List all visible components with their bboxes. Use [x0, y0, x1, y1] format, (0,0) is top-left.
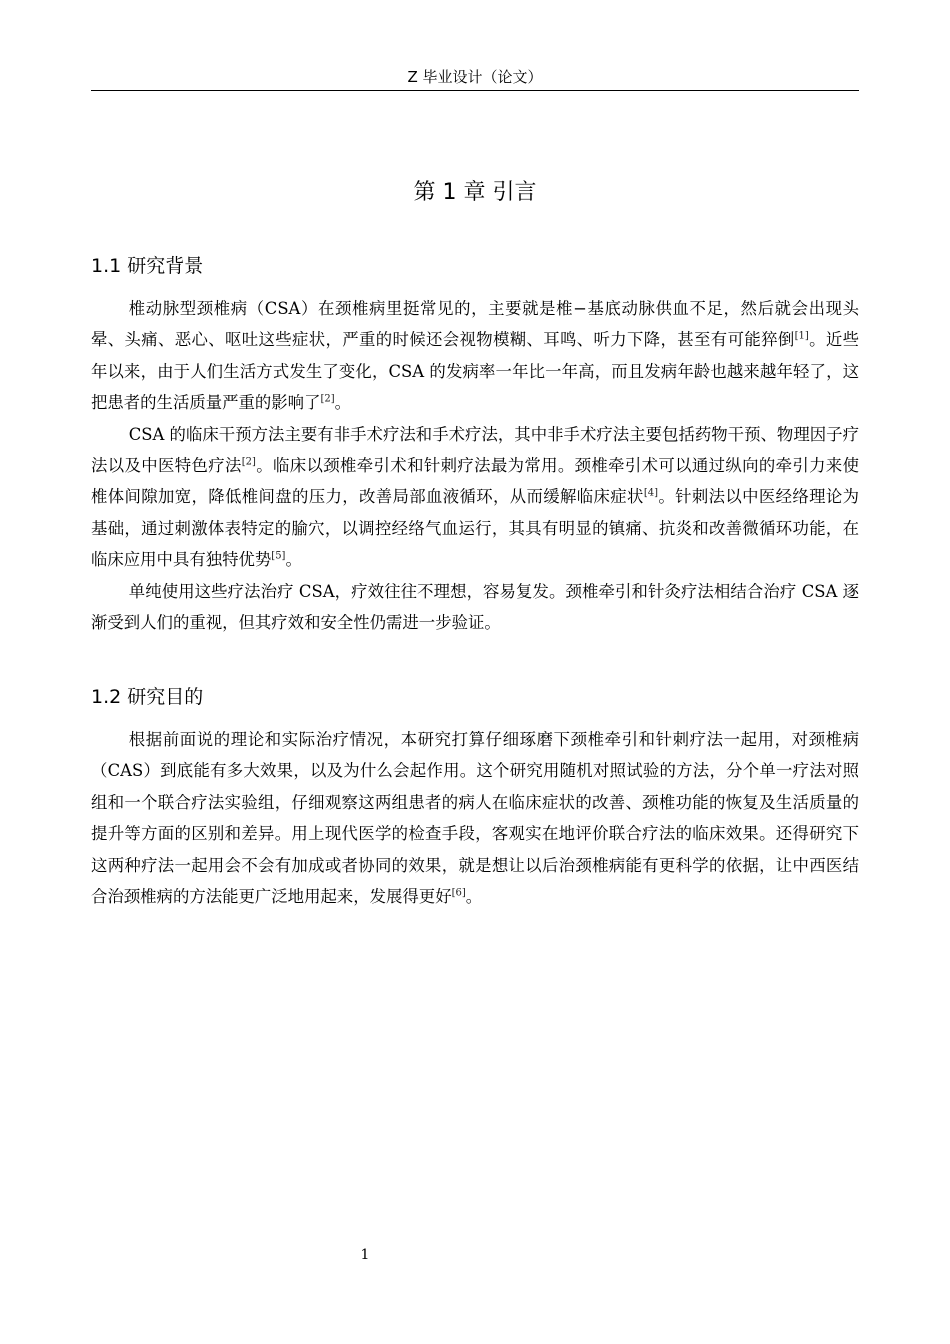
section-body-background	[91, 293, 859, 638]
paragraph-text: 。	[334, 393, 352, 413]
citation-reference: [2]	[320, 393, 335, 405]
chapter-title: 第 1 章 引言	[413, 180, 537, 205]
paragraph-text: 单纯使用这些疗法治疗 CSA，疗效往往不理想，容易复发。颈椎牵引和针灸疗法相结合治疗 CSA 逐渐受到人们的重视，但其疗效和安全性仍需进一步验证。	[91, 581, 859, 633]
body-paragraph	[91, 419, 859, 576]
paragraph-text: 椎动脉型颈椎病（CSA）在颈椎病里挺常见的，主要就是椎−基底动脉供血不足，然后就会出现头晕、头痛、恶心、呕吐这些症状，严重的时候还会视物模糊、耳鸣、听力下降，甚至有可能猝倒	[91, 299, 859, 350]
body-paragraph	[91, 293, 859, 419]
body-paragraph	[91, 576, 859, 639]
paragraph-text: 。	[285, 550, 302, 570]
paragraph-text: 。	[465, 887, 483, 907]
header-title: Z 毕业设计（论文）	[407, 68, 543, 86]
paragraph-text: 。针刺法以中医经络理论为基础，通过刺激体表特定的腧穴，以调控经络气血运行，其具有明显的镇痛、抗炎和改善微循环功能，在临床应用中具有独特优势	[91, 487, 860, 570]
section-body-purpose	[91, 724, 859, 912]
page-header	[91, 64, 859, 91]
citation-reference: [6]	[451, 887, 466, 899]
page-number: 1	[360, 1247, 370, 1263]
citation-reference: [4]	[643, 487, 658, 499]
paragraph-text: 。临床以颈椎牵引术和针刺疗法最为常用。颈椎牵引术可以通过纵向的牵引力来使椎体间隙加宽，降低椎间盘的压力，改善局部血液循环，从而缓解临床症状	[91, 456, 859, 507]
section-title-background: 1.1 研究背景	[91, 255, 204, 277]
citation-reference: [1]	[794, 330, 809, 342]
citation-reference: [5]	[271, 550, 286, 562]
citation-reference: [2]	[241, 456, 256, 468]
paragraph-text: 根据前面说的理论和实际治疗情况，本研究打算仔细琢磨下颈椎牵引和针刺疗法一起用，对颈椎病（CAS）到底能有多大效果，以及为什么会起作用。这个研究用随机对照试验的方法，分个单一疗法对照组和一个联合疗法实验组，仔细观察这两组患者的病人在临床症状的改善、颈椎功能的恢复及生活质量的提升等方面的区别和差异。用上现代医学的检查手段，客观实在地评价联合疗法的临床效果。还得研究下这两种疗法一起用会不会有加成或者协同的效果，就是想让以后治颈椎病能有更科学的依据，让中西医结合治颈椎病的方法能更广泛地用起来，发展得更好	[91, 730, 859, 907]
section-title-purpose: 1.2 研究目的	[91, 686, 204, 708]
paragraph-text: CSA 的临床干预方法主要有非手术疗法和手术疗法，其中非手术疗法主要包括药物干预、物理因子疗法以及中医特色疗法	[91, 424, 859, 476]
paragraph-text: 。近些年以来，由于人们生活方式发生了变化，CSA 的发病率一年比一年高，而且发病年龄也越来越年轻了，这把患者的生活质量严重的影响了	[91, 330, 860, 413]
body-paragraph	[91, 724, 859, 912]
